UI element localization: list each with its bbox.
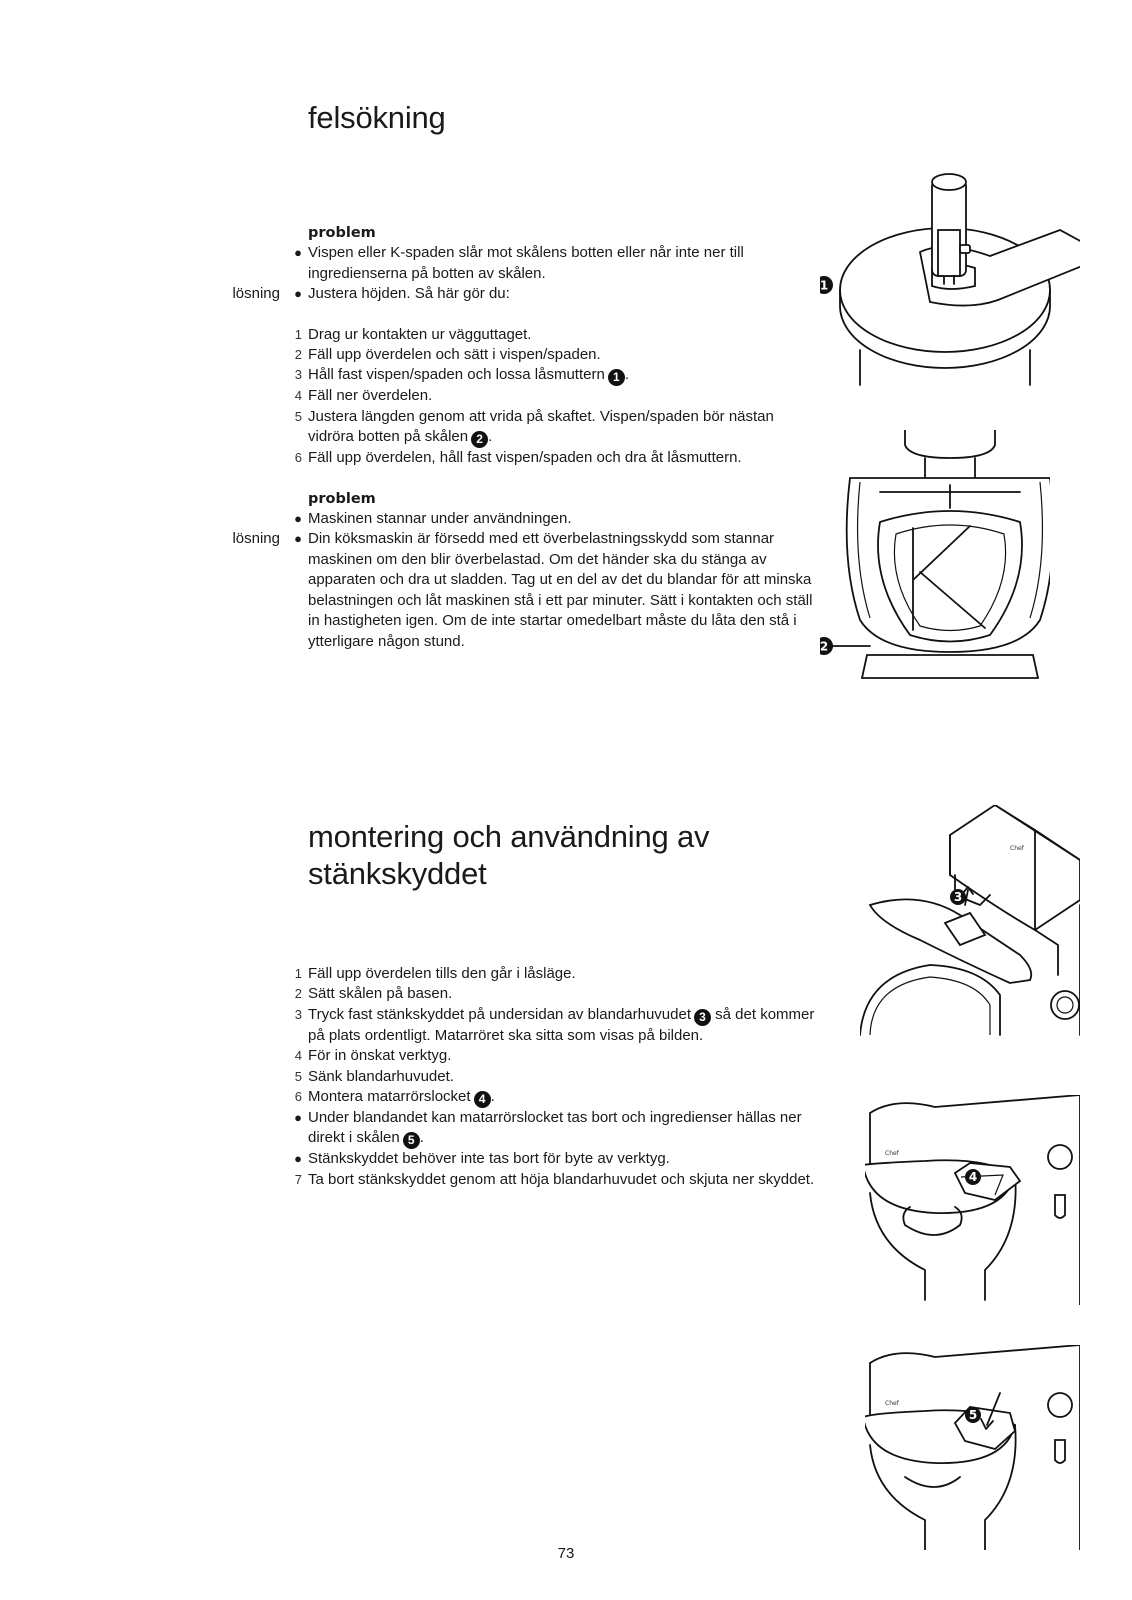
- callout-badge: 3: [694, 1009, 711, 1026]
- figure-callout-1: [820, 276, 833, 294]
- figure-fit-splashguard: [860, 805, 1080, 1040]
- step-number: 1: [294, 326, 302, 342]
- step-text: Fäll upp överdelen tills den går i låsläge.: [308, 965, 576, 982]
- step-text: Under blandandet kan matarrörslocket tas bort och ingredienser hällas ner direkt i skålen: [308, 1109, 802, 1147]
- step-text: Montera matarrörslocket: [308, 1088, 471, 1106]
- step-text: Drag ur kontakten ur vägguttaget.: [308, 325, 532, 343]
- step-number: 7: [294, 1171, 302, 1187]
- step-text: Sätt skålen på basen.: [308, 985, 453, 1003]
- step-suffix: .: [419, 1129, 424, 1147]
- step-text: Fäll upp överdelen, håll fast vispen/spaden och dra åt låsmuttern.: [308, 449, 742, 467]
- figure-bowl-kbeater: [820, 430, 1050, 700]
- step-suffix: så det kommer på plats ordentligt. Matarröret ska sitta som visas på bilden.: [308, 1005, 815, 1044]
- title-line-1: montering och användning av: [308, 819, 710, 854]
- step-suffix: .: [488, 428, 493, 446]
- step-text: För in önskat verktyg.: [308, 1047, 452, 1065]
- step-suffix: .: [490, 1088, 495, 1106]
- bullet-icon: ●: [294, 531, 302, 547]
- step-number: 6: [294, 1089, 302, 1105]
- step-number: 4: [294, 388, 302, 404]
- callout-badge: 5: [403, 1132, 420, 1149]
- step-number: 5: [294, 1068, 302, 1084]
- brand-text: Chef: [1010, 845, 1024, 852]
- step-text: Stänkskyddet behöver inte tas bort för byte av verktyg.: [308, 1150, 670, 1168]
- section-title-splashguard: [308, 818, 709, 892]
- callout-badge: 2: [471, 431, 488, 448]
- solution-text: Din köksmaskin är försedd med ett överbelastningsskydd som stannar maskinen om den blir överbelastad. Om det händer ska du stänga av apparaten och dra ut sladden. Tag ut en del av det du blandar för att minska belastningen och låt maskinen stå i ett par minuter. Sätt i kontakten och ställ in hastigheten igen. Om de inte startar omedelbart måste du låta den stå i ytterligare någon stund.: [308, 530, 813, 650]
- page-number: 73: [557, 1545, 575, 1562]
- step-text: Fäll ner överdelen.: [308, 387, 433, 405]
- step-text: Tryck fast stänkskyddet på undersidan av blandarhuvudet: [308, 1005, 691, 1023]
- step-number: 3: [294, 367, 302, 383]
- section-title-troubleshooting: felsökning: [308, 100, 446, 135]
- troubleshooting-block: [218, 223, 818, 652]
- problem-text: Vispen eller K-spaden slår mot skålens botten eller når inte ner till ingredienserna på botten av skålen.: [308, 244, 744, 282]
- brand-text: Chef: [885, 1400, 899, 1407]
- figure-callout-5: [965, 1407, 981, 1423]
- step-text: Sänk blandarhuvudet.: [308, 1067, 454, 1085]
- step-number: 4: [294, 1048, 302, 1064]
- step-text: Fäll upp överdelen och sätt i vispen/spaden.: [308, 346, 601, 364]
- figure-callout-4: [965, 1169, 981, 1185]
- bullet-icon: ●: [294, 1110, 302, 1126]
- step-text: Justera längden genom att vrida på skaftet. Vispen/spaden bör nästan vidröra botten på skålen: [308, 407, 774, 446]
- svg-text:1: 1: [820, 278, 829, 293]
- step-number: 2: [294, 986, 302, 1002]
- svg-text:3: 3: [953, 890, 963, 904]
- step-number: 6: [294, 450, 302, 466]
- problem-text: Maskinen stannar under användningen.: [308, 510, 572, 528]
- svg-text:5: 5: [968, 1408, 978, 1422]
- problem-heading: problem: [308, 490, 376, 507]
- bullet-icon: ●: [294, 1151, 302, 1167]
- bullet-icon: ●: [294, 511, 302, 527]
- step-number: 2: [294, 347, 302, 363]
- solution-label: lösning: [232, 530, 280, 548]
- figure-add-ingredients: [865, 1345, 1080, 1550]
- figure-callout-2: [820, 637, 833, 655]
- callout-badge: 1: [608, 369, 625, 386]
- step-text: Ta bort stänkskyddet genom att höja blandarhuvudet och skjuta ner skyddet.: [308, 1170, 815, 1188]
- bullet-icon: ●: [294, 286, 302, 302]
- step-text: Håll fast vispen/spaden och lossa låsmuttern: [308, 366, 605, 384]
- svg-text:2: 2: [820, 639, 829, 654]
- title-line-2: stänkskyddet: [308, 856, 487, 891]
- splashguard-steps: [218, 964, 818, 1190]
- figure-fit-feedtube-cap: [865, 1095, 1080, 1305]
- bullet-icon: ●: [294, 245, 302, 261]
- problem-heading: problem: [308, 225, 376, 241]
- step-number: 5: [294, 408, 302, 424]
- step-number: 1: [294, 966, 302, 981]
- solution-label: lösning: [232, 285, 280, 303]
- figure-locknut-spanner: [820, 160, 1080, 390]
- figure-callout-3: [950, 889, 966, 905]
- brand-text: Chef: [885, 1150, 899, 1157]
- solution-text: Justera höjden. Så här gör du:: [308, 285, 510, 303]
- svg-text:4: 4: [968, 1170, 978, 1184]
- step-number: 3: [294, 1006, 302, 1022]
- step-suffix: .: [624, 366, 629, 384]
- callout-badge: 4: [474, 1091, 491, 1108]
